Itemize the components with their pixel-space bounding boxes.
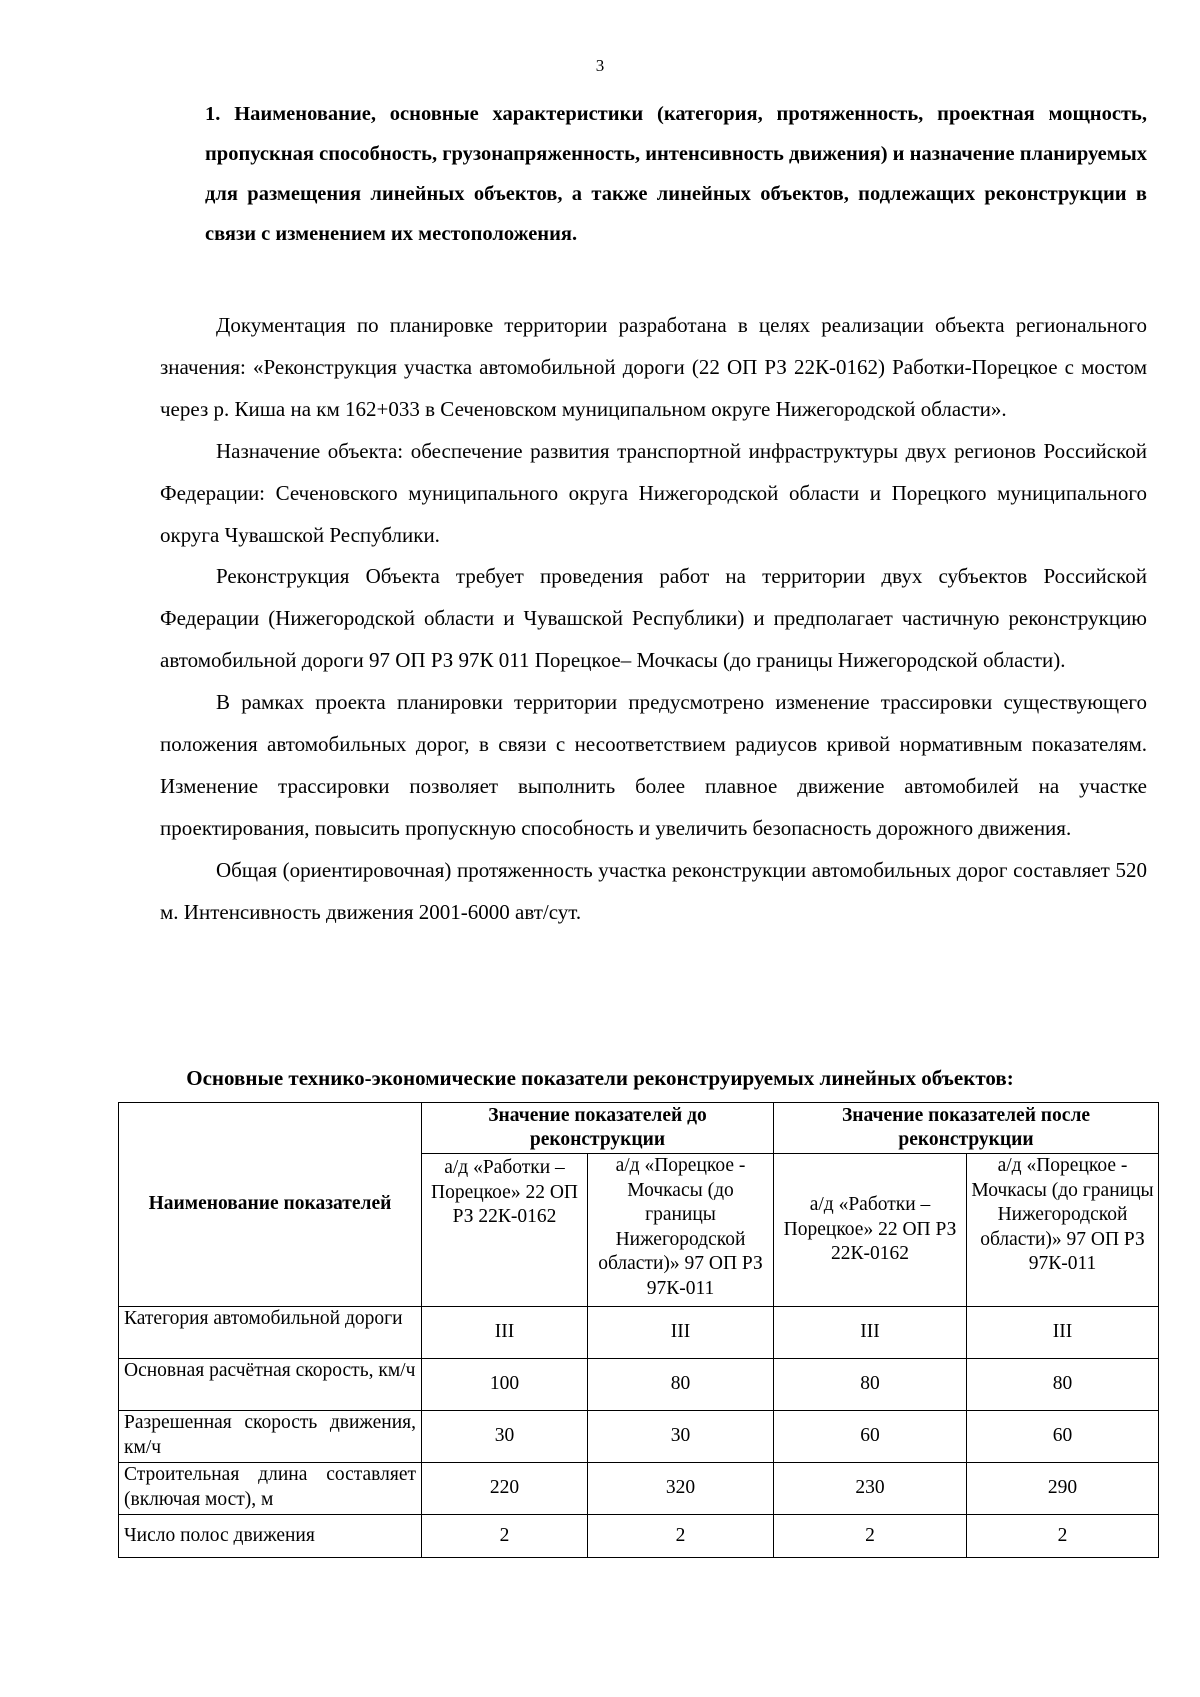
row-label: Строительная длина составляет (включая мост), м	[119, 1463, 422, 1515]
section-heading: 1. Наименование, основные характеристики (категория, протяженность, проектная мощность, пропускная способность, грузонапряженность, интенсивность движения) и назначение планируемых для размещения линейных объектов, а также линейных объектов, подлежащих реконструкции в связи с изменением их местоположения.	[205, 103, 1147, 245]
cell-value: 2	[588, 1515, 774, 1558]
table-row	[119, 1463, 1159, 1515]
paragraph-documentation: Документация по планировке территории разработана в целях реализации объекта регионального значения: «Реконструкция участка автомобильной дороги (22 ОП РЗ 22К-0162) Работки-Порецкое с мостом через р. Киша на км 162+033 в Сеченовском муниципальном округе Нижегородской области».	[160, 313, 1147, 421]
cell-value: 290	[967, 1463, 1159, 1515]
cell-value: 2	[967, 1515, 1159, 1558]
indicators-table	[118, 1102, 1159, 1558]
cell-value: III	[967, 1307, 1159, 1359]
page-number: 3	[595, 56, 605, 75]
table-row	[119, 1359, 1159, 1411]
table-header-row	[119, 1103, 1159, 1154]
subheader-after-poretskoe: а/д «Порецкое - Мочкасы (до границы Нижегородской области)» 97 ОП РЗ 97К-011	[967, 1154, 1159, 1307]
paragraph-length: Общая (ориентировочная) протяженность участка реконструкции автомобильных дорог составляет 520 м. Интенсивность движения 2001-6000 авт/сут.	[160, 857, 1147, 924]
group-after-header: Значение показателей после реконструкции	[774, 1103, 1159, 1154]
name-header: Наименование показателей	[119, 1103, 422, 1307]
cell-value: 60	[967, 1411, 1159, 1463]
subheader-before-poretskoe: а/д «Порецкое - Мочкасы (до границы Нижегородской области)» 97 ОП РЗ 97К-011	[588, 1154, 774, 1307]
subheader-before-rabotki: а/д «Работки – Порецкое» 22 ОП РЗ 22К-0162	[422, 1154, 588, 1307]
paragraph-purpose: Назначение объекта: обеспечение развития транспортной инфраструктуры двух регионов Российской Федерации: Сеченовского муниципального округа Нижегородской области и Порецкого муниципального округа Чувашской Республики.	[160, 438, 1147, 547]
group-before-header: Значение показателей до реконструкции	[422, 1103, 774, 1154]
cell-value: 30	[588, 1411, 774, 1463]
subheader-after-rabotki: а/д «Работки – Порецкое» 22 ОП РЗ 22К-0162	[774, 1154, 967, 1307]
cell-value: III	[422, 1307, 588, 1359]
cell-value: 100	[422, 1359, 588, 1411]
cell-value: 320	[588, 1463, 774, 1515]
row-label: Категория автомобильной дороги	[119, 1307, 422, 1359]
cell-value: 220	[422, 1463, 588, 1515]
cell-value: 30	[422, 1411, 588, 1463]
cell-value: III	[588, 1307, 774, 1359]
cell-value: 80	[774, 1359, 967, 1411]
cell-value: 2	[774, 1515, 967, 1558]
cell-value: 230	[774, 1463, 967, 1515]
row-label: Основная расчётная скорость, км/ч	[119, 1359, 422, 1411]
paragraph-reconstruction: Реконструкция Объекта требует проведения работ на территории двух субъектов Российской Федерации (Нижегородской области и Чувашской Республики) и предполагает частичную реконструкцию автомобильной дороги 97 ОП РЗ 97К 011 Порецкое– Мочкасы (до границы Нижегородской области).	[160, 564, 1147, 673]
cell-value: III	[774, 1307, 967, 1359]
table-title: Основные технико-экономические показатели реконструируемых линейных объектов:	[186, 1066, 1014, 1090]
row-label: Число полос движения	[119, 1515, 422, 1558]
body-text	[160, 305, 1147, 934]
cell-value: 80	[967, 1359, 1159, 1411]
cell-value: 2	[422, 1515, 588, 1558]
table-row	[119, 1411, 1159, 1463]
table-row	[119, 1515, 1159, 1558]
cell-value: 60	[774, 1411, 967, 1463]
table-row	[119, 1307, 1159, 1359]
cell-value: 80	[588, 1359, 774, 1411]
row-label: Разрешенная скорость движения, км/ч	[119, 1411, 422, 1463]
paragraph-routing: В рамках проекта планировки территории предусмотрено изменение трассировки существующего положения автомобильных дорог, в связи с несоответствием радиусов кривой нормативным показателям. Изменение трассировки позволяет выполнить более плавное движение автомобилей на участке проектирования, повысить пропускную способность и увеличить безопасность дорожного движения.	[160, 690, 1147, 840]
